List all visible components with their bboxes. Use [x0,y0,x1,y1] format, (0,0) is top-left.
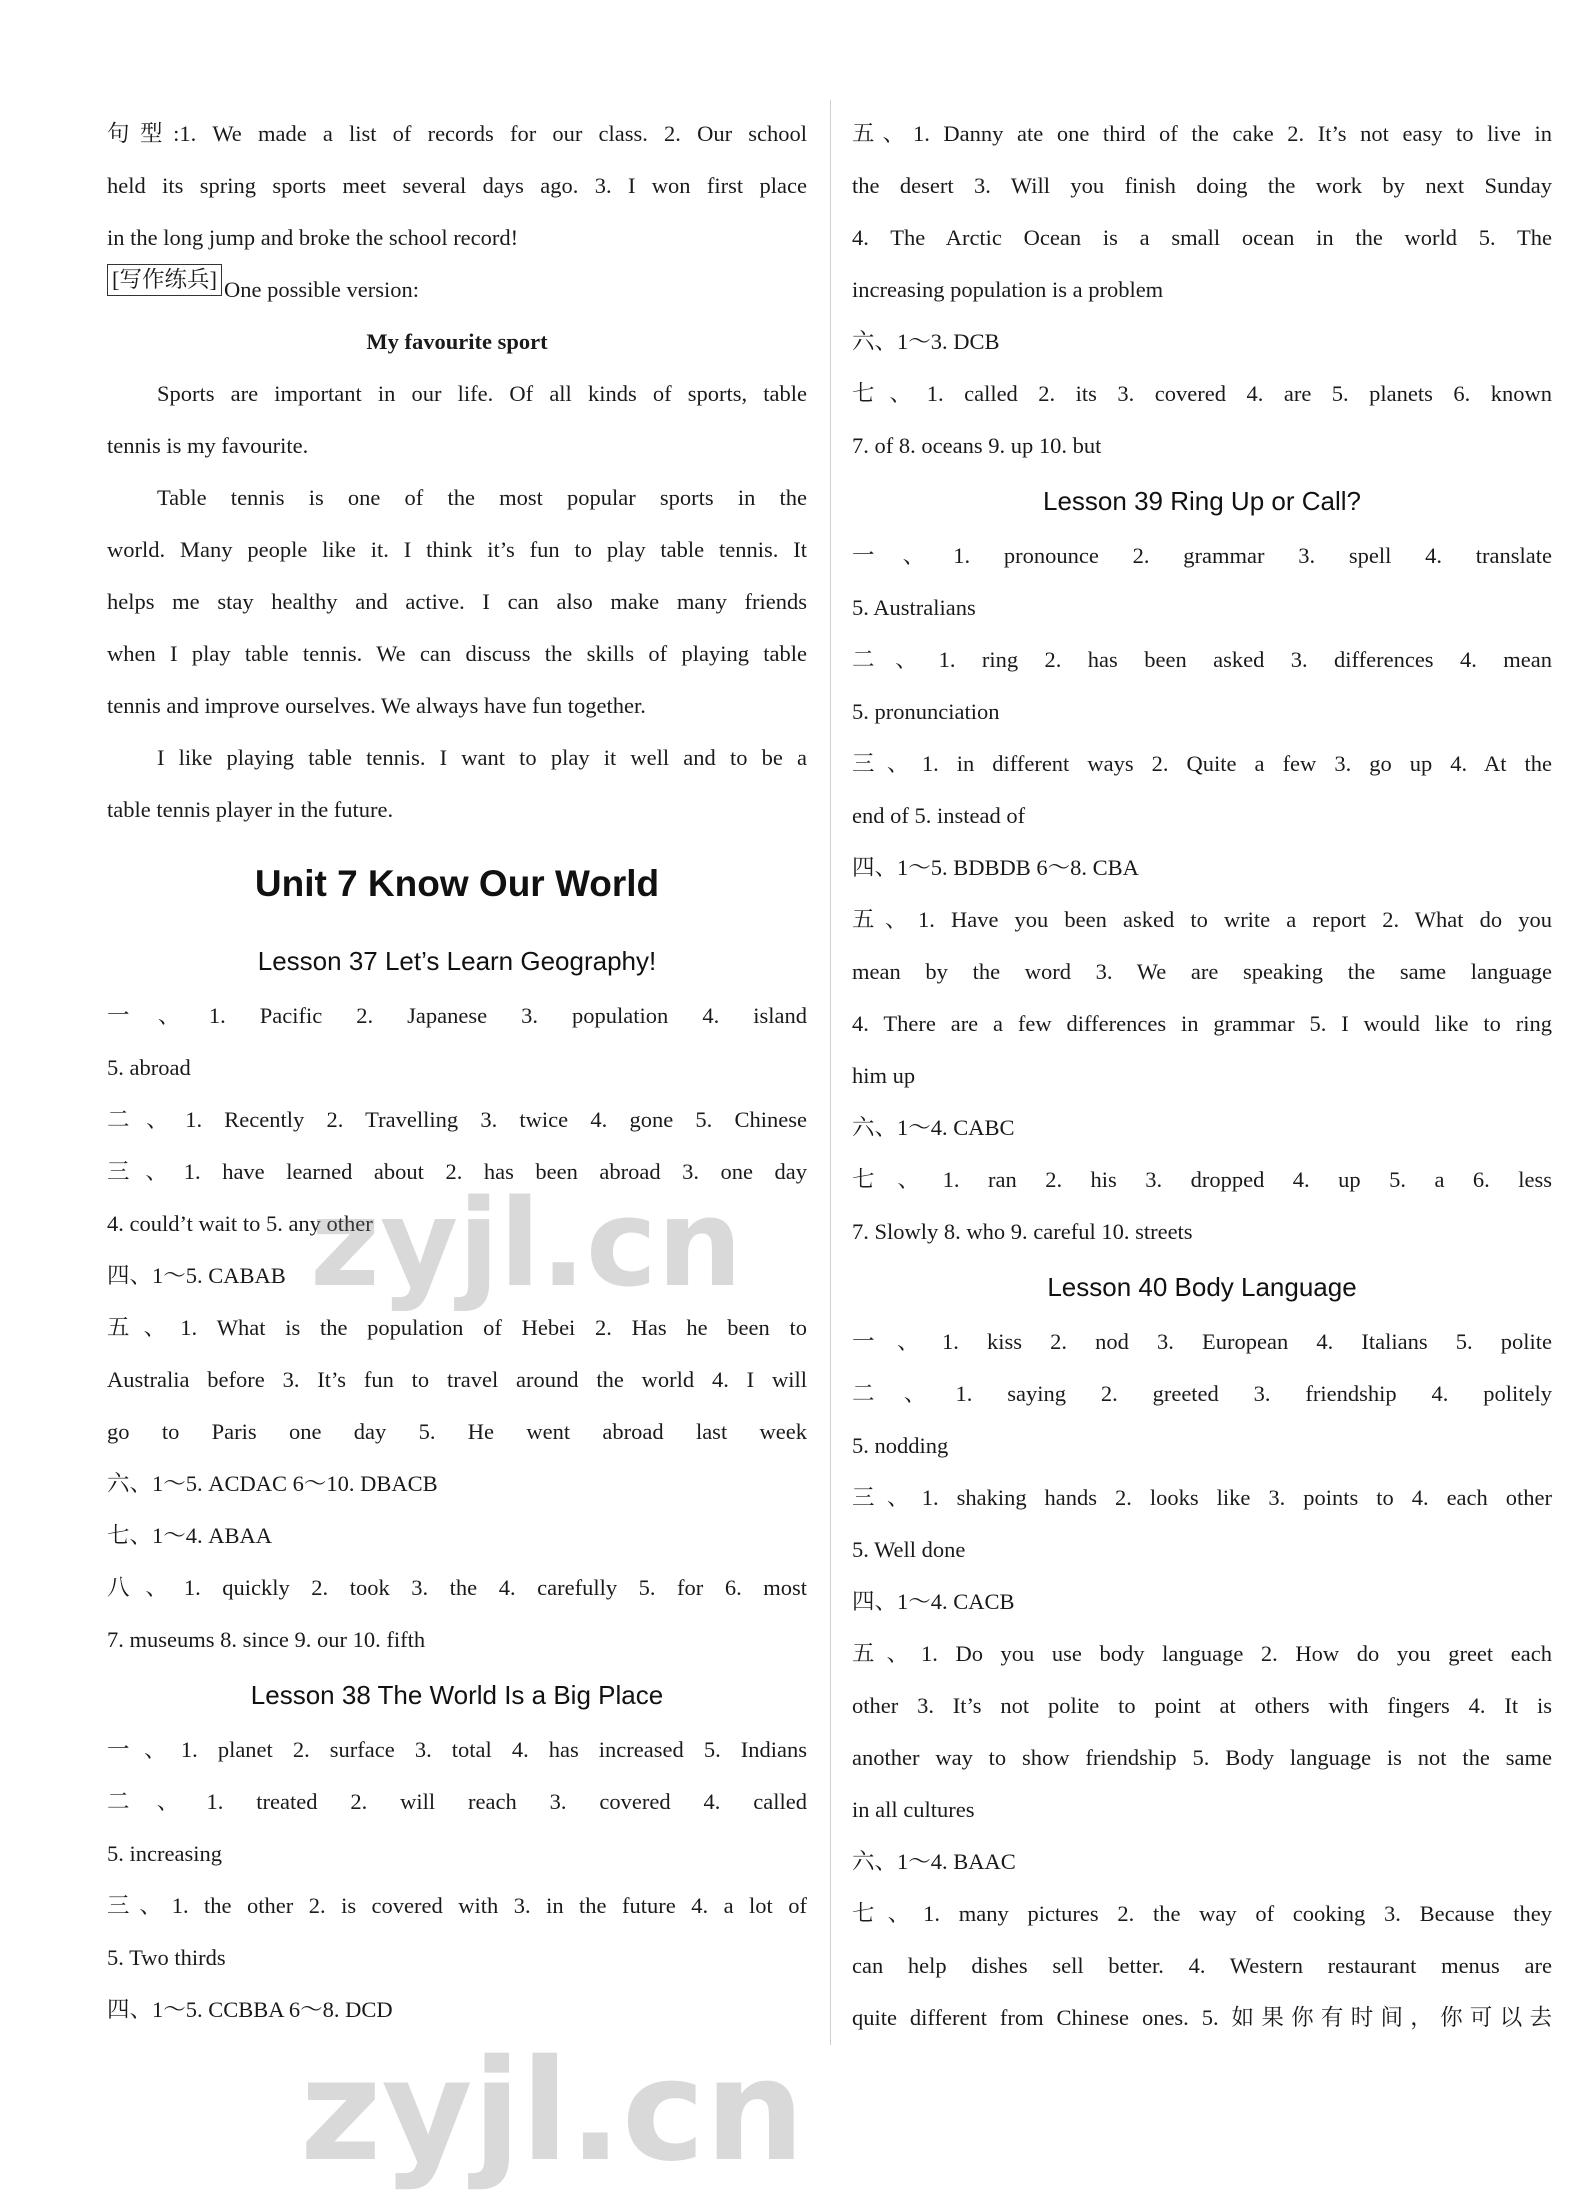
text-line [852,1524,1552,1576]
line-text: 三、1. the other 2. is covered with 3. in the future 4. a lot of [107,1893,807,1918]
lesson-40-title: Lesson 40 Body Language [1047,1272,1357,1302]
text-line [107,1562,807,1614]
text-line [852,686,1552,738]
left-column [107,108,807,2036]
essay-title: My favourite sport [366,329,548,354]
essay-body [107,368,807,836]
text-line [852,998,1552,1050]
text-line [107,1302,807,1354]
unit-title: Unit 7 Know Our World [254,863,660,904]
writing-intro: One possible version: [224,277,419,302]
line-text: 七、1. called 2. its 3. covered 4. are 5. planets 6. known [852,381,1552,406]
line-text: 4. could’t wait to 5. any other [107,1211,373,1236]
lesson-39-answers [852,530,1552,1258]
line-text: 五、1. Danny ate one third of the cake 2. It’s not easy to live in [852,121,1552,146]
text-line [107,524,807,576]
lesson-38-title: Lesson 38 The World Is a Big Place [250,1680,664,1710]
text-line [107,576,807,628]
line-text: 4. The Arctic Ocean is a small ocean in the world 5. The [852,225,1552,250]
writing-practice-line [107,264,807,316]
line-text: go to Paris one day 5. He went abroad last week [107,1419,807,1444]
text-line [107,1880,807,1932]
right-column [852,108,1552,2044]
line-text: in all cultures [852,1797,975,1822]
line-text: 六、1～3. DCB [852,329,1000,354]
line-text: 三、1. have learned about 2. has been abroad 3. one day [107,1159,807,1184]
line-text: mean by the word 3. We are speaking the same language [852,959,1552,984]
text-line [107,1932,807,1984]
line-text: other 3. It’s not polite to point at others with fingers 4. It is [852,1693,1552,1718]
line-text: 七、1. many pictures 2. the way of cooking 3. Because they [852,1901,1552,1926]
text-line [852,420,1552,472]
line-text: 三、1. in different ways 2. Quite a few 3. go up 4. At the [852,751,1552,776]
line-text: 八、1. quickly 2. took 3. the 4. carefully 5. for 6. most [107,1575,807,1600]
text-line [107,784,807,836]
line-text: 三、1. shaking hands 2. looks like 3. points to 4. each other [852,1485,1552,1510]
line-text: end of 5. instead of [852,803,1026,828]
text-line [852,108,1552,160]
text-line [852,1992,1552,2044]
text-line [107,1510,807,1562]
text-line [107,1094,807,1146]
line-text: Australia before 3. It’s fun to travel around the world 4. I will [107,1367,807,1392]
line-text: 七、1～4. ABAA [107,1523,273,1548]
line-text: helps me stay healthy and active. I can also make many friends [107,589,807,614]
text-line [107,1042,807,1094]
line-text: in the long jump and broke the school record! [107,225,519,250]
line-text: 四、1～5. CCBBA 6～8. DCD [107,1997,393,2022]
line-text: 4. There are a few differences in grammar 5. I would like to ring [852,1011,1552,1036]
text-line [107,212,807,264]
text-line [107,472,807,524]
watermark-bottom: zyjl.cn [300,2030,805,2193]
text-line [852,1732,1552,1784]
line-text: 二、1. saying 2. greeted 3. friendship 4. politely [852,1381,1552,1406]
line-text: tennis and improve ourselves. We always have fun together. [107,693,646,718]
line-text: 5. increasing [107,1841,222,1866]
text-line [107,108,807,160]
line-text: held its spring sports meet several days ago. 3. I won first place [107,173,807,198]
text-line [852,1472,1552,1524]
line-text: 一、1. planet 2. surface 3. total 4. has increased 5. Indians [107,1737,807,1762]
text-line [852,582,1552,634]
line-text: him up [852,1063,916,1088]
line-text: can help dishes sell better. 4. Western restaurant menus are [852,1953,1552,1978]
line-text: tennis is my favourite. [107,433,309,458]
line-text: 一、1. kiss 2. nod 3. European 4. Italians 5. polite [852,1329,1552,1354]
text-line [852,946,1552,998]
watermark-top: zyjl.cn [310,1175,743,1314]
text-line [107,1828,807,1880]
text-line [852,1576,1552,1628]
line-text: 一、1. Pacific 2. Japanese 3. population 4. island [107,1003,807,1028]
text-line [107,732,807,784]
line-text: table tennis player in the future. [107,797,394,822]
text-line [852,1888,1552,1940]
writing-practice-tag: [写作练兵] [107,264,222,296]
line-text: 二、1. Recently 2. Travelling 3. twice 4. gone 5. Chinese [107,1107,807,1132]
text-line [852,1050,1552,1102]
line-text: 四、1～5. BDBDB 6～8. CBA [852,855,1139,880]
text-line [852,842,1552,894]
text-line [852,316,1552,368]
text-line [852,634,1552,686]
text-line [107,1614,807,1666]
line-text: 四、1～5. CABAB [107,1263,286,1288]
text-line [107,1354,807,1406]
line-text: Table tennis is one of the most popular sports in the [157,485,807,510]
text-line [107,160,807,212]
text-line [107,420,807,472]
line-text: 五、1. Do you use body language 2. How do you greet each [852,1641,1552,1666]
text-line [107,990,807,1042]
lesson-37-answers [107,990,807,1666]
line-text: 二、1. treated 2. will reach 3. covered 4. called [107,1789,807,1814]
lesson-38-answers [107,1724,807,2036]
line-text: another way to show friendship 5. Body language is not the same [852,1745,1552,1770]
line-text: quite different from Chinese ones. 5. 如果你有时间，你可以去 [852,2005,1552,2030]
text-line [852,530,1552,582]
text-line [107,368,807,420]
text-line [852,738,1552,790]
text-line [107,1406,807,1458]
text-line [852,1940,1552,1992]
text-line [107,680,807,732]
lesson-39-title: Lesson 39 Ring Up or Call? [1043,486,1361,516]
text-line [107,1198,807,1250]
text-line [852,894,1552,946]
line-text: 7. museums 8. since 9. our 10. fifth [107,1627,426,1652]
line-text: 5. pronunciation [852,699,1000,724]
line-text: 7. Slowly 8. who 9. careful 10. streets [852,1219,1193,1244]
line-text: 句型:1. We made a list of records for our class. 2. Our school [107,121,807,146]
text-line [107,1776,807,1828]
line-text: 二、1. ring 2. has been asked 3. differences 4. mean [852,647,1552,672]
line-text: 5. nodding [852,1433,949,1458]
lesson-40-answers [852,1316,1552,2044]
text-line [107,1250,807,1302]
line-text: 五、1. What is the population of Hebei 2. Has he been to [107,1315,807,1340]
text-line [852,1420,1552,1472]
column-divider [830,100,831,2045]
text-line [852,1316,1552,1368]
text-line [852,212,1552,264]
lesson-38-answers-continued [852,108,1552,472]
line-text: 5. Australians [852,595,976,620]
line-text: I like playing table tennis. I want to play it well and to be a [157,745,807,770]
lesson-37-title: Lesson 37 Let’s Learn Geography! [257,946,657,976]
text-line [852,368,1552,420]
text-line [852,1102,1552,1154]
line-text: 一、1. pronounce 2. grammar 3. spell 4. translate [852,543,1552,568]
line-text: 7. of 8. oceans 9. up 10. but [852,433,1102,458]
line-text: 四、1～4. CACB [852,1589,1015,1614]
line-text: world. Many people like it. I think it’s fun to play table tennis. It [107,537,807,562]
text-line [107,1146,807,1198]
text-line [852,1206,1552,1258]
text-line [107,1458,807,1510]
text-line [107,1984,807,2036]
line-text: Sports are important in our life. Of all kinds of sports, table [157,381,807,406]
line-text: 六、1～4. BAAC [852,1849,1016,1874]
text-line [852,1836,1552,1888]
text-line [852,1680,1552,1732]
line-text: 七、1. ran 2. his 3. dropped 4. up 5. a 6. less [852,1167,1552,1192]
text-line [107,1724,807,1776]
text-line [852,160,1552,212]
text-line [852,264,1552,316]
sentence-pattern-block [107,108,807,264]
line-text: when I play table tennis. We can discuss the skills of playing table [107,641,807,666]
line-text: 5. abroad [107,1055,191,1080]
text-line [852,790,1552,842]
text-line [852,1154,1552,1206]
line-text: 5. Well done [852,1537,966,1562]
line-text: 5. Two thirds [107,1945,226,1970]
line-text: increasing population is a problem [852,277,1164,302]
line-text: 六、1～5. ACDAC 6～10. DBACB [107,1471,438,1496]
text-line [852,1784,1552,1836]
line-text: 五、1. Have you been asked to write a report 2. What do you [852,907,1552,932]
line-text: 六、1～4. CABC [852,1115,1015,1140]
text-line [107,628,807,680]
line-text: the desert 3. Will you finish doing the work by next Sunday [852,173,1552,198]
text-line [852,1368,1552,1420]
text-line [852,1628,1552,1680]
